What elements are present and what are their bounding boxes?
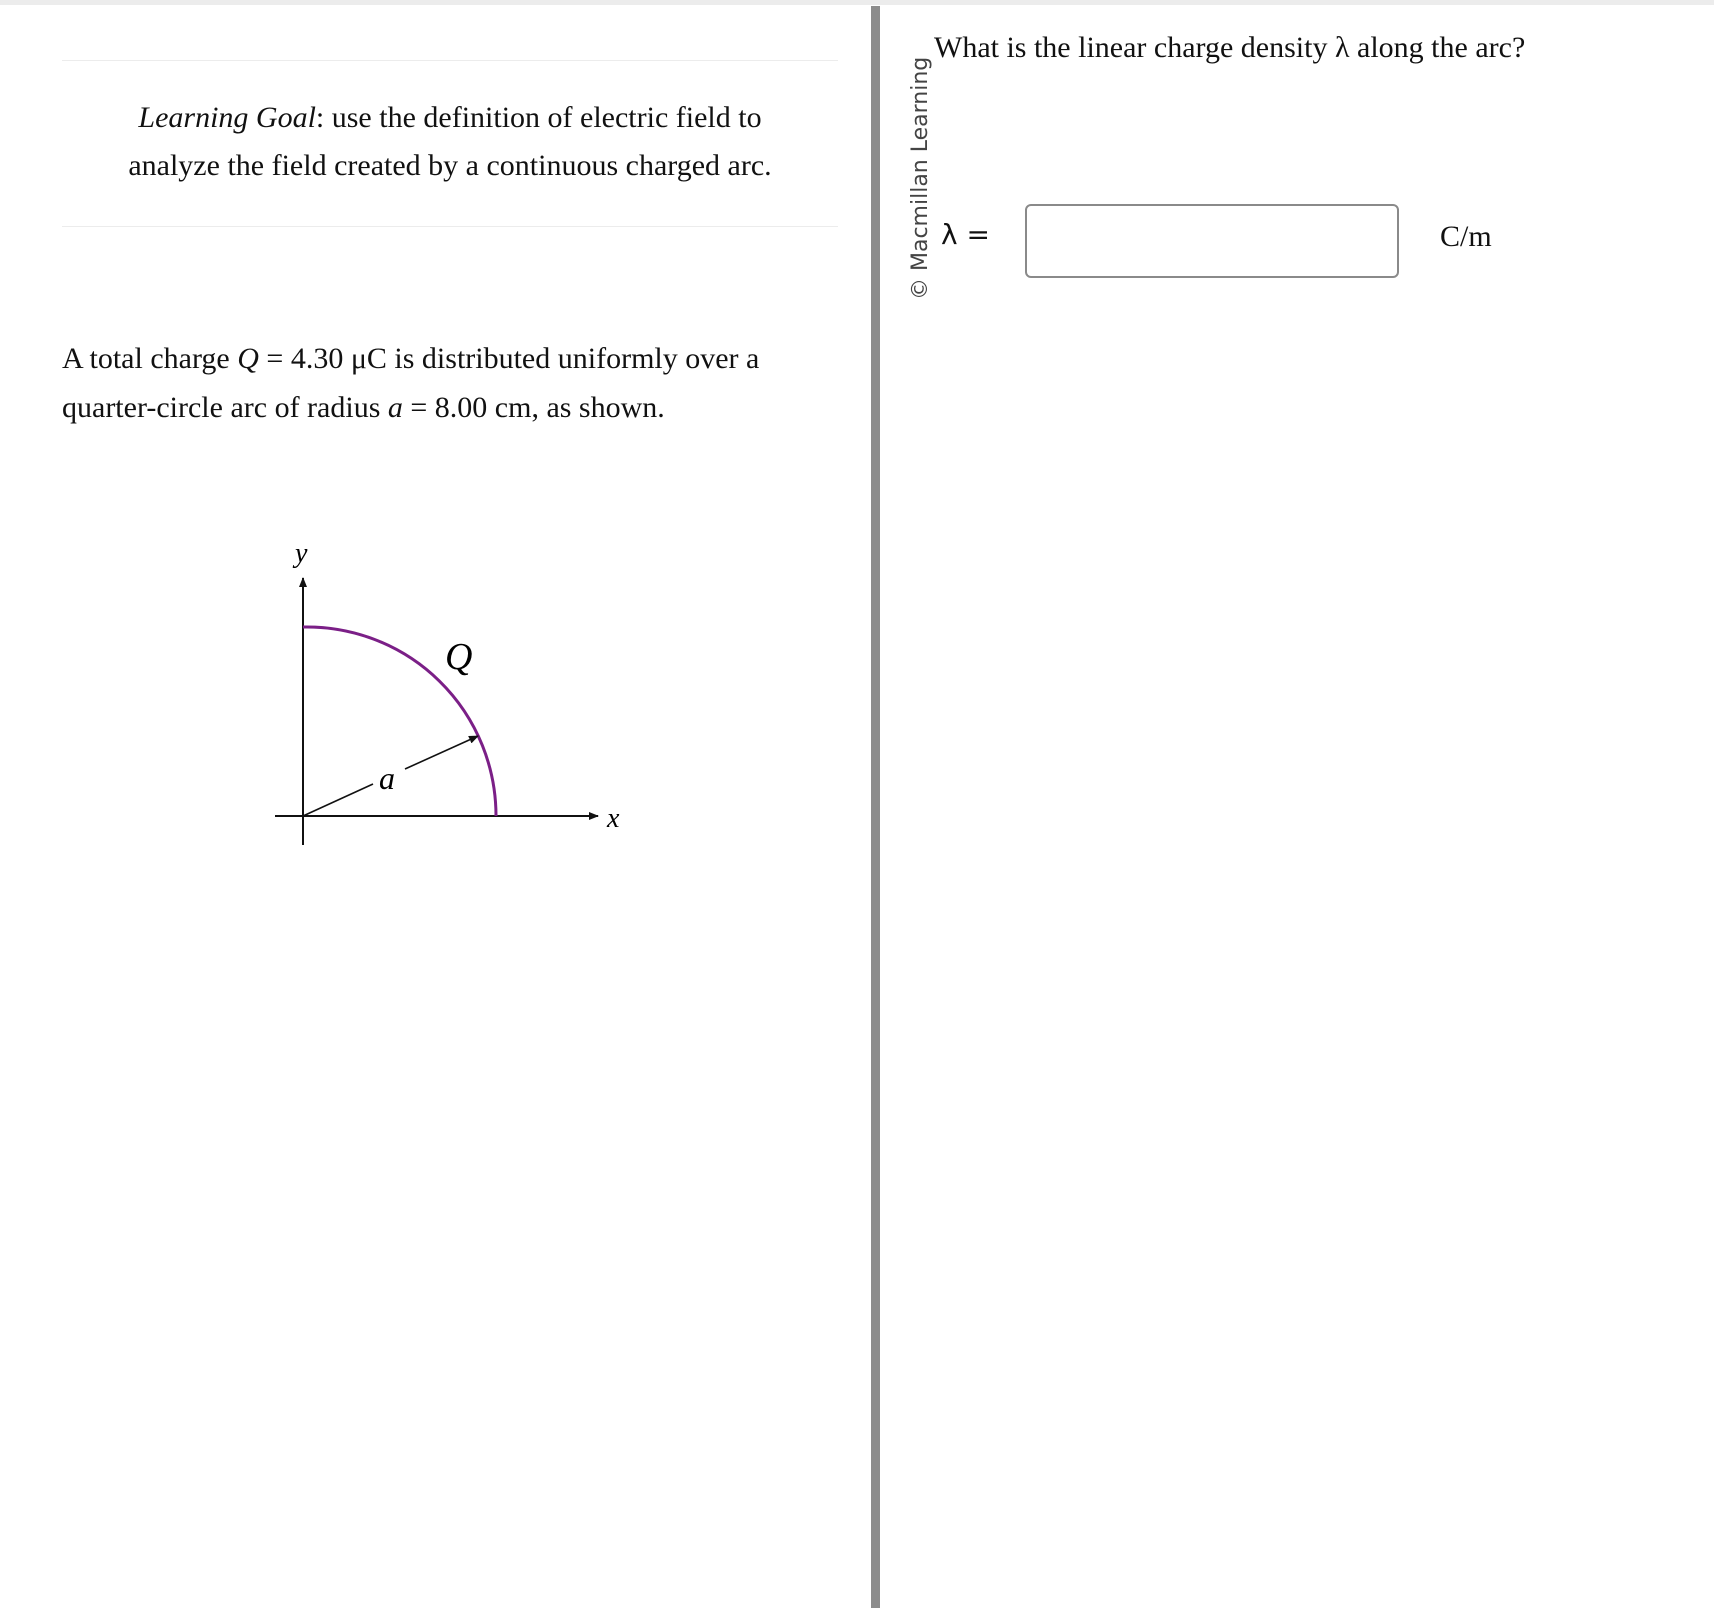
- a-symbol: a: [387, 391, 403, 424]
- problem-part1: A total charge: [62, 342, 238, 375]
- radius-line-lower: [303, 784, 373, 816]
- problem-part4: = 8.00 cm, as shown.: [402, 391, 665, 424]
- goal-bottom-rule: [62, 226, 838, 227]
- x-axis-label: x: [607, 803, 620, 834]
- problem-statement: [62, 334, 852, 432]
- goal-text-line2: analyze the field created by a continuous charged arc.: [128, 149, 772, 182]
- charge-label: Q: [445, 636, 473, 678]
- problem-part2: = 4.30 μC is distributed uniformly over a: [258, 342, 760, 375]
- goal-text-line1: use the definition of electric field to: [324, 101, 762, 134]
- goal-label: Learning Goal: [138, 101, 316, 134]
- top-bar: [0, 0, 1714, 5]
- arc-diagram: [255, 535, 655, 845]
- copyright-credit: © Macmillan Learning: [908, 56, 933, 300]
- radius-label: a: [379, 760, 395, 796]
- radius-arrow: [405, 736, 478, 769]
- answer-unit: C/m: [1440, 220, 1492, 253]
- y-axis-label: y: [295, 538, 308, 569]
- answer-input[interactable]: [1025, 204, 1399, 278]
- learning-goal: [62, 94, 838, 190]
- goal-colon: :: [315, 101, 325, 134]
- question-text: What is the linear charge density λ along the arc?: [934, 31, 1526, 64]
- panel-divider: [871, 6, 880, 1608]
- answer-label: λ =: [941, 218, 990, 251]
- q-symbol: Q: [237, 342, 259, 375]
- problem-part3: quarter-circle arc of radius: [62, 391, 388, 424]
- goal-top-rule: [62, 60, 838, 61]
